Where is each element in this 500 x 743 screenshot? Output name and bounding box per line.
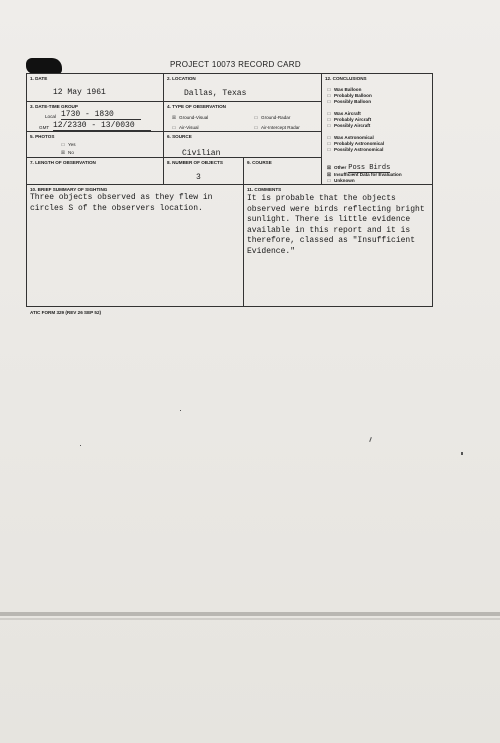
checkbox-icon: □	[327, 123, 331, 128]
checkbox-icon: □	[327, 111, 331, 116]
other-option-label: Other	[334, 165, 347, 170]
observation-type-cell	[164, 102, 322, 132]
course-cell	[244, 158, 322, 185]
conclusion-option-label: Was Aircraft	[334, 111, 361, 116]
conclusions-label: 12. CONCLUSIONS	[325, 76, 367, 81]
checkbox-icon: □	[327, 99, 331, 104]
paper-speck	[180, 410, 181, 411]
photos-no-option: No	[68, 150, 74, 155]
card-title: PROJECT 10073 RECORD CARD	[170, 60, 301, 69]
paper-speck	[461, 452, 463, 455]
conclusions-cell	[322, 74, 433, 185]
checkbox-icon: □	[327, 135, 331, 140]
dtg-local-value: 1730 - 1830	[61, 110, 141, 120]
ground-visual-option: Ground-Visual	[179, 115, 209, 120]
conclusion-option-label: Probably Astronomical	[334, 141, 385, 146]
conclusion-option	[327, 111, 361, 116]
dtg-gmt-label: GMT	[39, 125, 50, 130]
objects-value: 3	[196, 173, 201, 182]
ground-radar-option: Ground-Radar	[261, 115, 291, 120]
conclusion-option-label: Possibly Aircraft	[334, 123, 371, 128]
other-option-value: Poss Birds	[348, 164, 391, 172]
checkbox-icon: □	[254, 115, 258, 120]
comments-label: 11. COMMENTS	[247, 187, 282, 192]
checkbox-icon: □	[327, 178, 331, 183]
checkbox-icon: □	[327, 93, 331, 98]
comments-text: It is probable that the objects observed were birds reflecting bright sunlight. There is little evidence available in this report and it is therefore, classed as "Insufficient Evidence."	[247, 194, 425, 256]
scan-band	[0, 612, 500, 616]
comments-cell	[244, 185, 434, 307]
photos-label: 5. PHOTOS	[30, 134, 55, 139]
summary-text: Three objects observed as they flew in circles S of the observers location.	[30, 193, 213, 213]
source-value: Civilian	[182, 149, 221, 158]
checkbox-icon: □	[327, 147, 331, 152]
conclusion-option	[327, 135, 374, 140]
checked-box-icon: ☒	[327, 165, 332, 170]
photos-yes-option: Yes	[68, 142, 76, 147]
conclusion-option	[327, 141, 384, 146]
conclusion-option	[327, 87, 361, 92]
dtg-local-label: Local	[45, 114, 56, 119]
conclusion-option-label: Possibly Astronomical	[334, 147, 384, 152]
length-cell	[27, 158, 164, 185]
checked-box-icon: ☒	[61, 150, 66, 155]
scan-band	[0, 618, 500, 620]
summary-cell	[27, 185, 244, 307]
dtg-label: 3. DATE-TIME GROUP	[30, 104, 78, 109]
checkbox-icon: □	[327, 117, 331, 122]
source-label: 6. SOURCE	[167, 134, 192, 139]
dtg-gmt-value: 12/2330 - 13/0030	[53, 121, 151, 131]
course-label: 9. COURSE	[247, 160, 272, 165]
dtg-cell	[27, 102, 164, 132]
conclusion-option-label: Was Balloon	[334, 87, 362, 92]
location-label: 2. LOCATION	[167, 76, 196, 81]
location-value: Dallas, Texas	[184, 89, 247, 98]
summary-label: 10. BRIEF SUMMARY OF SIGHTING	[30, 187, 108, 192]
conclusion-option	[327, 93, 372, 98]
checkbox-icon: □	[254, 125, 258, 130]
objects-cell	[164, 158, 244, 185]
length-label: 7. LENGTH OF OBSERVATION	[30, 160, 96, 165]
conclusion-option-label: Possibly Balloon	[334, 99, 372, 104]
insufficient-data-option: Insufficient Data for Evaluation	[334, 172, 402, 177]
unknown-option: Unknown	[334, 178, 355, 183]
air-visual-option: Air-Visual	[179, 125, 199, 130]
checkbox-icon: □	[61, 142, 65, 147]
observation-type-label: 4. TYPE OF OBSERVATION	[167, 104, 226, 109]
conclusion-option	[327, 117, 371, 122]
location-cell	[164, 74, 322, 102]
date-label: 1. DATE	[30, 76, 48, 81]
conclusion-option-label: Was Astronomical	[334, 135, 374, 140]
conclusion-option	[327, 147, 383, 152]
conclusion-option-label: Probably Balloon	[334, 93, 372, 98]
conclusion-option-label: Probably Aircraft	[334, 117, 372, 122]
redaction-mark	[26, 58, 62, 74]
paper-speck	[369, 437, 372, 442]
checkbox-icon: □	[327, 87, 331, 92]
objects-label: 8. NUMBER OF OBJECTS	[167, 160, 223, 165]
form-number: ATIC FORM 329 (REV 26 SEP 52)	[30, 310, 102, 315]
checkbox-icon: □	[327, 141, 331, 146]
checkbox-icon: □	[172, 125, 176, 130]
date-cell	[27, 74, 164, 102]
photos-cell	[27, 132, 164, 158]
paper-speck	[80, 445, 81, 446]
conclusion-option	[327, 99, 371, 104]
checked-box-icon: ☒	[172, 115, 177, 120]
date-value: 12 May 1961	[53, 88, 106, 97]
air-intercept-radar-option: Air-Intercept Radar	[261, 125, 300, 130]
checked-box-icon: ☒	[327, 172, 332, 177]
source-cell	[164, 132, 322, 158]
record-card	[26, 73, 433, 307]
conclusion-option	[327, 123, 370, 128]
